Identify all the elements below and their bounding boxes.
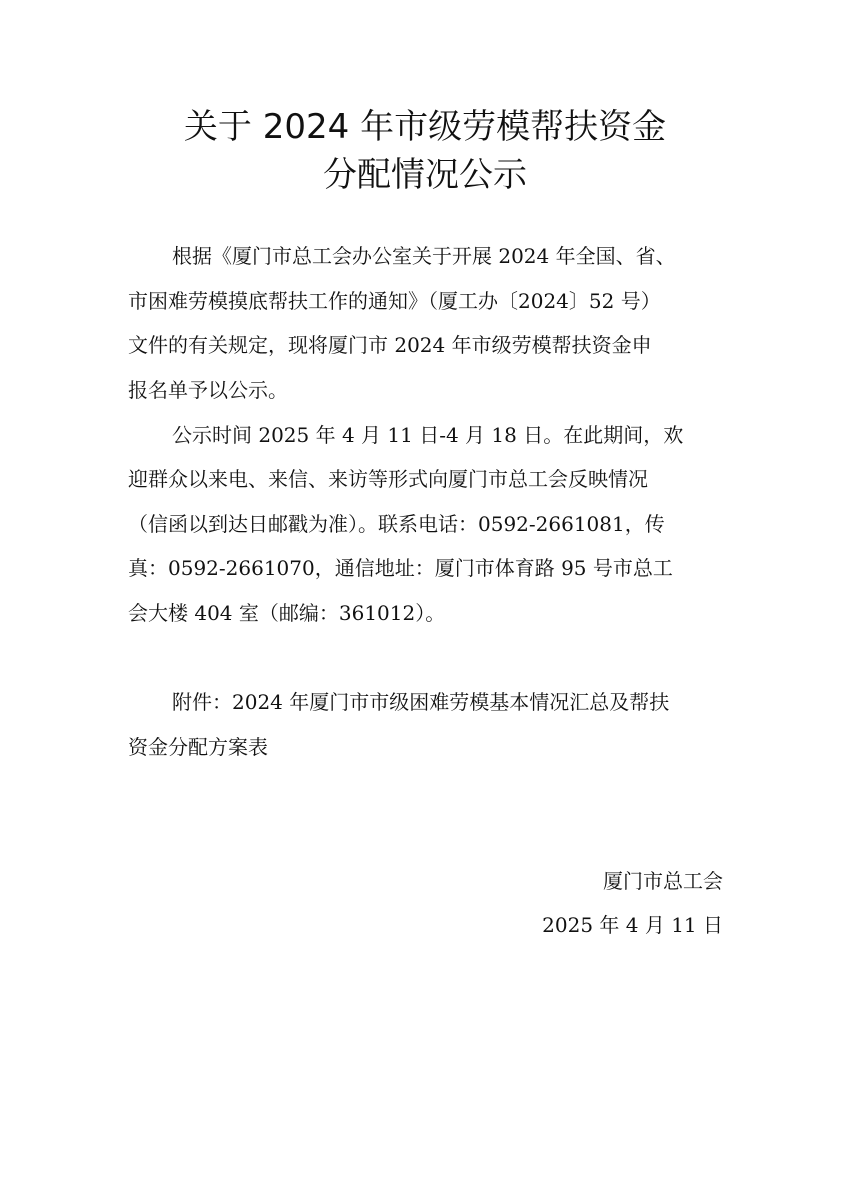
signature-organization: 厦门市总工会	[603, 869, 723, 893]
attachment-line: 资金分配方案表	[128, 735, 268, 759]
paragraph-line: 市困难劳模摸底帮扶工作的通知》（厦工办〔2024〕52 号）	[128, 289, 661, 313]
paragraph-line: 根据《厦门市总工会办公室关于开展 2024 年全国、省、	[172, 244, 676, 268]
paragraph-line: 报名单予以公示。	[128, 378, 288, 402]
paragraph-line: 会大楼 404 室（邮编：361012）。	[128, 601, 446, 625]
paragraph-line: 真：0592-2661070，通信地址：厦门市体育路 95 号市总工	[128, 556, 673, 580]
document-title-line-1: 关于 2024 年市级劳模帮扶资金	[183, 107, 667, 147]
paragraph-line: 迎群众以来电、来信、来访等形式向厦门市总工会反映情况	[128, 467, 648, 491]
attachment-line: 附件：2024 年厦门市市级困难劳模基本情况汇总及帮扶	[172, 690, 670, 714]
document-title-line-2: 分配情况公示	[323, 155, 527, 195]
paragraph-line: （信函以到达日邮戳为准）。联系电话：0592-2661081，传	[128, 512, 665, 536]
paragraph-line: 公示时间 2025 年 4 月 11 日-4 月 18 日。在此期间，欢	[172, 423, 684, 447]
paragraph-line: 文件的有关规定，现将厦门市 2024 年市级劳模帮扶资金申	[128, 333, 652, 357]
signature-date: 2025 年 4 月 11 日	[542, 913, 723, 937]
